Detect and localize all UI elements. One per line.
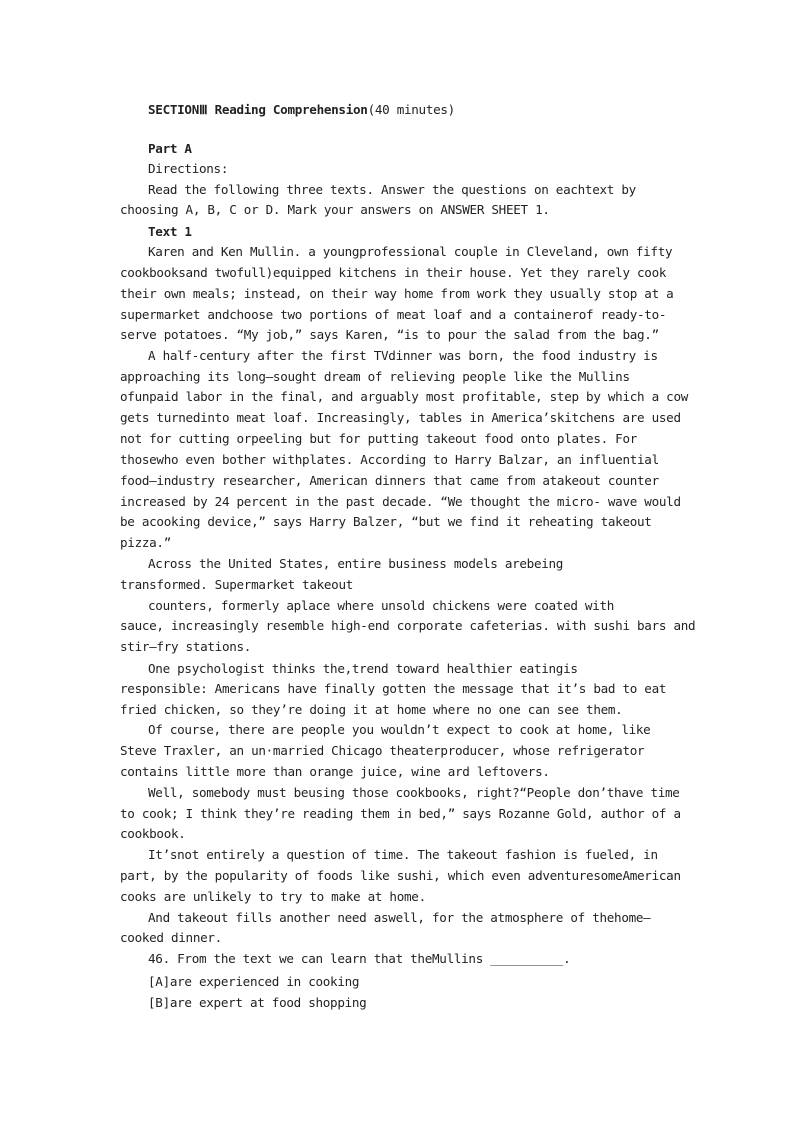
- passage-line: serve potatoes. “My job,” says Karen, “is to pour the salad from the bag.”: [120, 327, 659, 342]
- passage-line: part, by the popularity of foods like sushi, which even adventuresomeAmerican: [120, 868, 681, 883]
- passage-line: Of course, there are people you wouldn’t expect to cook at home, like: [148, 722, 651, 737]
- passage-line: Well, somebody must beusing those cookbooks, right?“People don’thave time: [148, 785, 680, 800]
- passage-line: cookbooksand twofull)equipped kitchens in their house. Yet they rarely cook: [120, 265, 667, 280]
- passage-line: counters, formerly aplace where unsold chickens were coated with: [148, 598, 615, 613]
- passage-line: Steve Traxler, an un·married Chicago theaterproducer, whose refrigerator: [120, 743, 645, 758]
- passage-line: stir—fry stations.: [120, 639, 252, 654]
- passage-line: food—industry researcher, American dinners that came from atakeout counter: [120, 473, 659, 488]
- answer-option: [B]are expert at food shopping: [148, 995, 367, 1010]
- passage-line: fried chicken, so they’re doing it at home where no one can see them.: [120, 702, 623, 717]
- passage-line: to cook; I think they’re reading them in bed,” says Rozanne Gold, author of a: [120, 806, 681, 821]
- answer-option: [A]are experienced in cooking: [148, 974, 360, 989]
- passage-line: sauce, increasingly resemble high-end corporate cafeterias. with sushi bars and: [120, 618, 696, 633]
- directions-line: Read the following three texts. Answer the questions on eachtext by: [148, 182, 636, 197]
- passage-line: thosewho even bother withplates. According to Harry Balzar, an influential: [120, 452, 659, 467]
- passage-line: cooks are unlikely to try to make at home.: [120, 889, 426, 904]
- directions-line: choosing A, B, C or D. Mark your answers on ANSWER SHEET 1.: [120, 202, 550, 217]
- text-title: Text 1: [148, 224, 192, 239]
- passage-line: gets turnedinto meat loaf. Increasingly, tables in America’skitchens are used: [120, 410, 681, 425]
- passage-line: transformed. Supermarket takeout: [120, 577, 354, 592]
- passage-line: One psychologist thinks the,trend toward healthier eatingis: [148, 661, 578, 676]
- passage-line: responsible: Americans have finally gotten the message that it’s bad to eat: [120, 681, 667, 696]
- passage-line: A half-century after the first TVdinner was born, the food industry is: [148, 348, 658, 363]
- passage-line: Across the United States, entire business models arebeing: [148, 556, 564, 571]
- directions-label: Directions:: [148, 161, 229, 176]
- passage-line: pizza.”: [120, 535, 171, 550]
- passage-line: approaching its long—sought dream of relieving people like the Mullins: [120, 369, 630, 384]
- question-stem: 46. From the text we can learn that theMullins __________.: [148, 951, 571, 966]
- passage-line: ofunpaid labor in the final, and arguably most profitable, step by which a cow: [120, 389, 689, 404]
- passage-line: be acooking device,” says Harry Balzer, “but we find it reheating takeout: [120, 514, 652, 529]
- part-title: Part A: [148, 141, 192, 156]
- section-heading-time: (40 minutes): [367, 102, 455, 117]
- passage-line: contains little more than orange juice, wine ard leftovers.: [120, 764, 550, 779]
- passage-line: supermarket andchoose two portions of meat loaf and a containerof ready-to-: [120, 307, 667, 322]
- passage-line: cooked dinner.: [120, 930, 222, 945]
- passage-line: Karen and Ken Mullin. a youngprofessional couple in Cleveland, own fifty: [148, 244, 673, 259]
- passage-line: And takeout fills another need aswell, for the atmosphere of thehome—: [148, 910, 651, 925]
- section-heading-bold: SECTIONⅢ Reading Comprehension: [148, 102, 368, 117]
- passage-line: It’snot entirely a question of time. The takeout fashion is fueled, in: [148, 847, 658, 862]
- passage-line: cookbook.: [120, 826, 186, 841]
- passage-line: their own meals; instead, on their way home from work they usually stop at a: [120, 286, 674, 301]
- passage-line: not for cutting orpeeling but for putting takeout food onto plates. For: [120, 431, 638, 446]
- passage-line: increased by 24 percent in the past decade. “We thought the micro- wave would: [120, 494, 681, 509]
- section-heading: [148, 102, 455, 118]
